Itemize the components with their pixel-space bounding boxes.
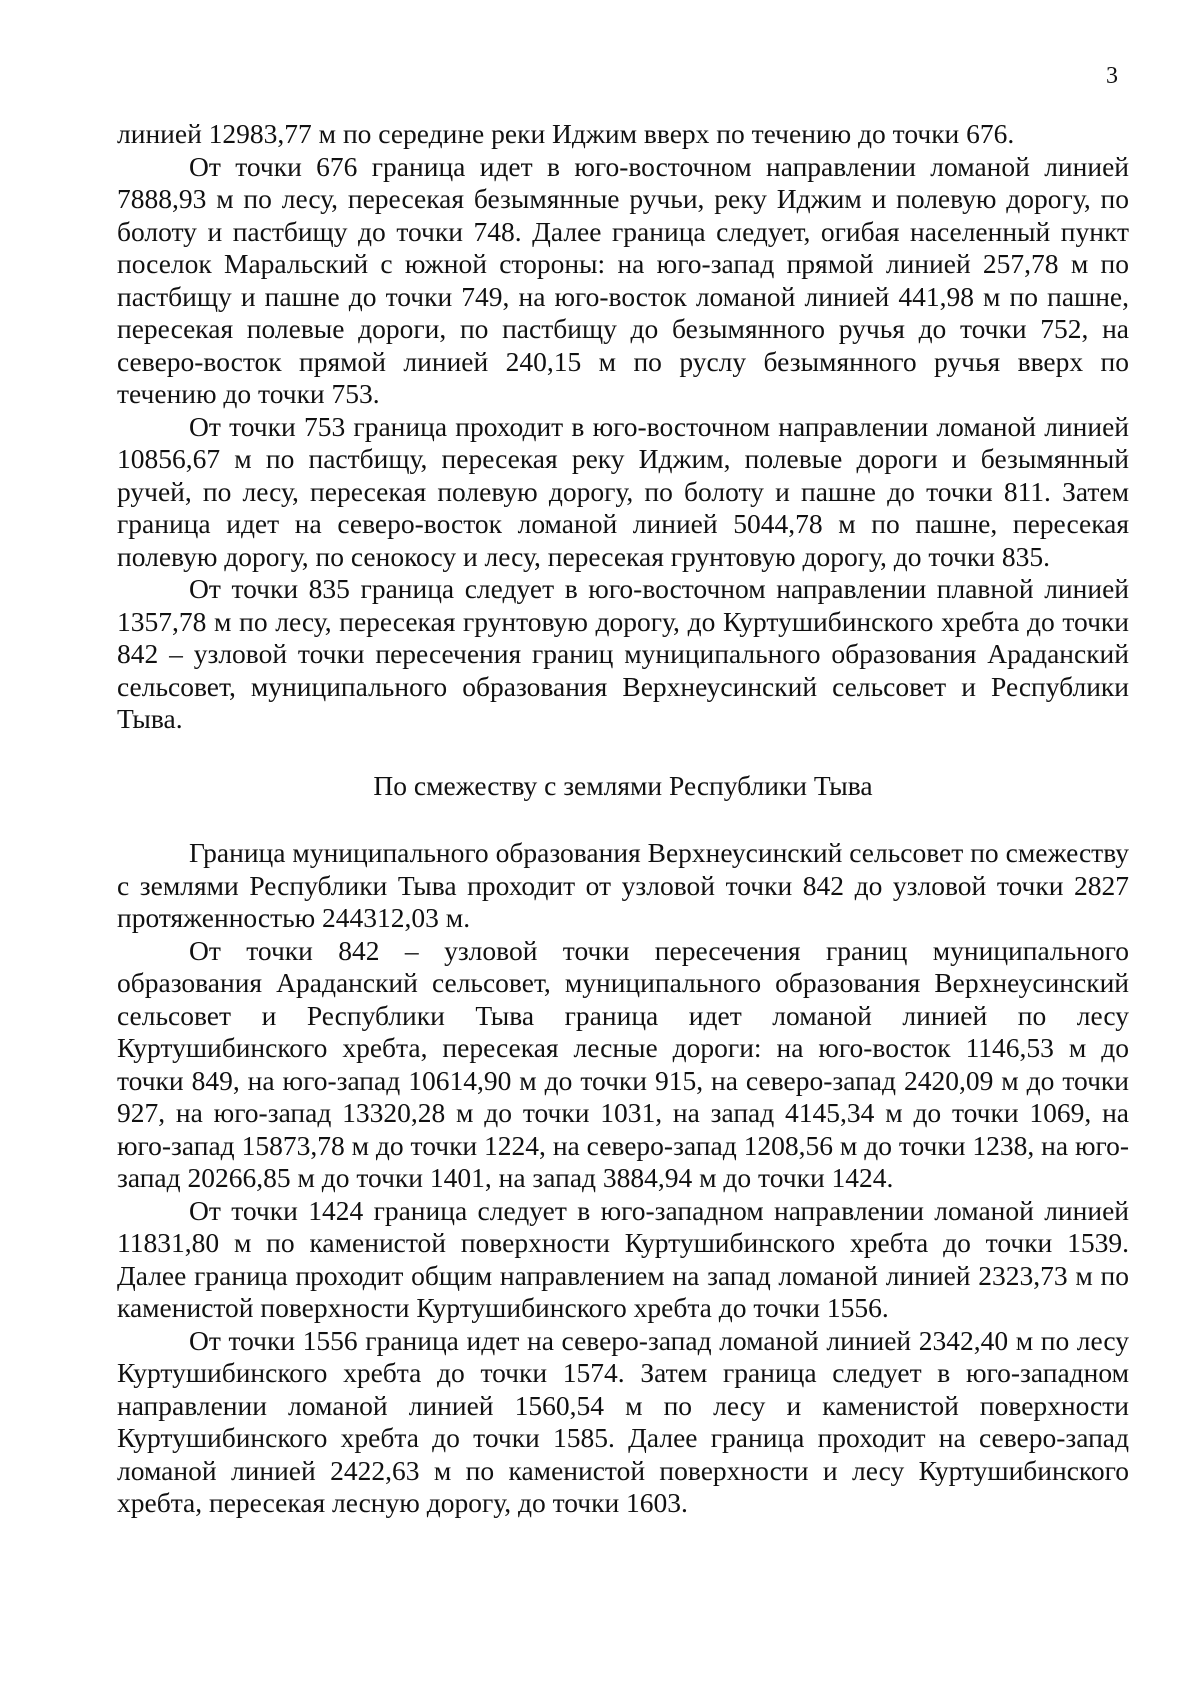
paragraph: От точки 676 граница идет в юго-восточном направлении ломаной линией 7888,93 м по лесу, пересекая безымянные ручьи, реку Иджим и полевую дорогу, по болоту и пастбищу до точки 748. Далее граница следует, огибая населенный пункт поселок Маральский с южной стороны: на юго-запад прямой линией 257,78 м по пастбищу и пашне до точки 749, на юго-восток ломаной линией 441,98 м по пашне, пересекая полевые дороги, по пастбищу до безымянного ручья до точки 752, на северо-восток прямой линией 240,15 м по руслу безымянного ручья вверх по течению до точки 753.: [117, 150, 1129, 409]
paragraph: От точки 753 граница проходит в юго-восточном направлении ломаной линией 10856,67 м по пастбищу, пересекая реку Иджим, полевые дороги и безымянный ручей, по лесу, пересекая полевую дорогу, по болоту и пашне до точки 811. Затем граница идет на северо-восток ломаной линией 5044,78 м по пашне, пересекая полевую дорогу, по сенокосу и лесу, пересекая грунтовую дорогу, до точки 835.: [117, 410, 1129, 572]
section-heading: По смежеству с землями Республики Тыва: [373, 769, 873, 801]
paragraph: От точки 1424 граница следует в юго-западном направлении ломаной линией 11831,80 м по каменистой поверхности Куртушибинского хребта до точки 1539. Далее граница проходит общим направлением на запад ломаной линией 2323,73 м по каменистой поверхности Куртушибинского хребта до точки 1556.: [117, 1194, 1129, 1323]
paragraph: линией 12983,77 м по середине реки Иджим вверх по течению до точки 676.: [117, 118, 1015, 149]
paragraph: От точки 1556 граница идет на северо-запад ломаной линией 2342,40 м по лесу Куртушибинского хребта до точки 1574. Затем граница следует в юго-западном направлении ломаной линией 1560,54 м по лесу и каменистой поверхности Куртушибинского хребта до точки 1585. Далее граница проходит на северо-запад ломаной линией 2422,63 м по каменистой поверхности и лесу Куртушибинского хребта, пересекая лесную дорогу, до точки 1603.: [117, 1324, 1129, 1518]
paragraph: От точки 835 граница следует в юго-восточном направлении плавной линией 1357,78 м по лесу, пересекая грунтовую дорогу, до Куртушибинского хребта до точки 842 – узловой точки пересечения границ муниципального образования Араданский сельсовет, муниципального образования Верхнеусинский сельсовет и Республики Тыва.: [117, 573, 1129, 734]
paragraph: От точки 842 – узловой точки пересечения границ муниципального образования Араданский сельсовет, муниципального образования Верхнеусинский сельсовет и Республики Тыва граница идет ломаной линией по лесу Куртушибинского хребта, пересекая лесные дороги: на юго-восток 1146,53 м до точки 849, на юго-запад 10614,90 м до точки 915, на северо-запад 2420,09 м до точки 927, на юго-запад 13320,28 м до точки 1031, на запад 4145,34 м до точки 1069, на юго-запад 15873,78 м до точки 1224, на северо-запад 1208,56 м до точки 1238, на юго-запад 20266,85 м до точки 1401, на запад 3884,94 м до точки 1424.: [117, 934, 1129, 1193]
page-number: 3: [1106, 63, 1118, 89]
document-body: [117, 118, 1129, 1520]
paragraph: Граница муниципального образования Верхнеусинский сельсовет по смежеству с землями Республики Тыва проходит от узловой точки 842 до узловой точки 2827 протяженностью 244312,03 м.: [117, 837, 1129, 933]
